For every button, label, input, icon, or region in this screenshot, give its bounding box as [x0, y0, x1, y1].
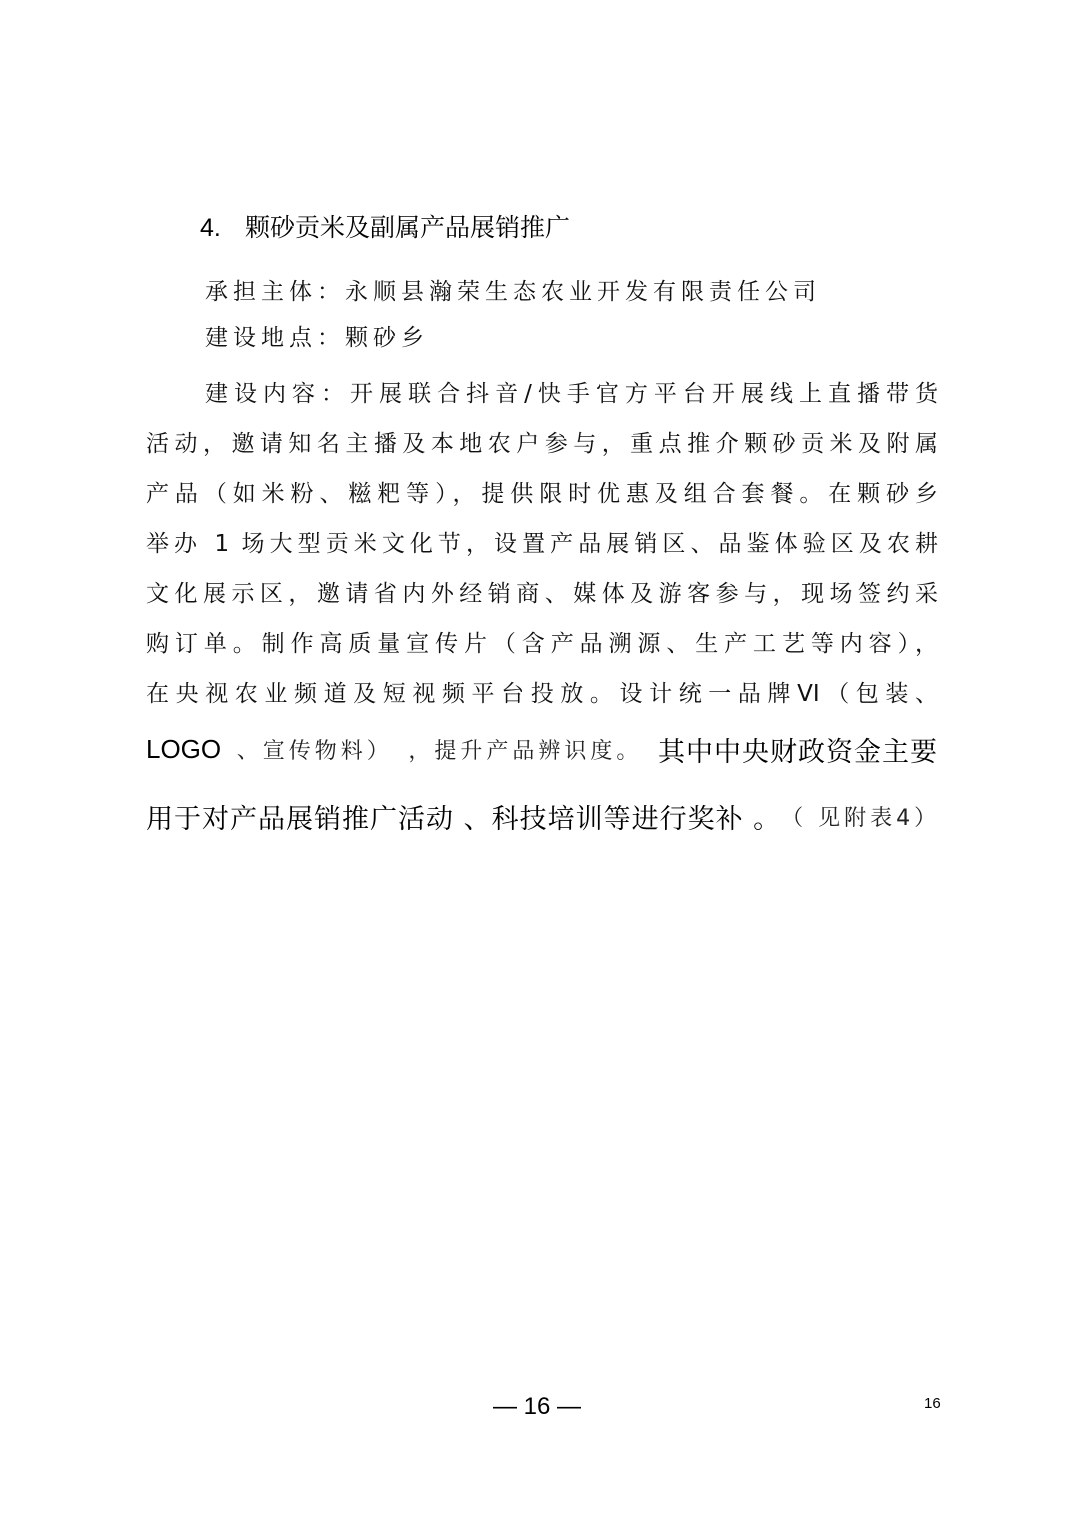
corner-page-number: 16	[924, 1395, 941, 1412]
logo-text: LOGO	[146, 733, 222, 764]
section-title: 颗砂贡米及副属产品展销推广	[245, 213, 571, 242]
section-heading	[200, 208, 570, 248]
paragraph-line: 建设内容：开展联合抖音/快手官方平台开展线上直播带货	[205, 381, 938, 407]
appendix-reference: （ 见附表4）	[781, 805, 941, 831]
page-number-footer: — 16 —	[492, 1393, 582, 1420]
paragraph-segment: 、宣传物料）	[236, 738, 393, 764]
paragraph-line: 举办 1 场大型贡米文化节，设置产品展销区、品鉴体验区及农耕	[146, 531, 938, 557]
section-number: 4.	[200, 214, 221, 242]
construction-content-paragraph	[146, 369, 938, 719]
paragraph-line-final	[146, 786, 941, 846]
field-undertaking-entity	[205, 272, 821, 312]
paragraph-line: 购订单。制作高质量宣传片（含产品溯源、生产工艺等内容），	[146, 631, 938, 657]
field-value: 颗砂乡	[345, 325, 429, 351]
funding-statement: 其中中央财政资金主要	[658, 736, 938, 768]
field-label: 建设地点：	[205, 325, 345, 351]
paragraph-line: 产品（如米粉、糍粑等），提供限时优惠及组合套餐。在颗砂乡	[146, 481, 938, 507]
paragraph-line-mixed	[146, 719, 938, 779]
paragraph-segment: ，提升产品辨识度。	[408, 738, 643, 764]
field-label: 承担主体：	[205, 279, 345, 305]
funding-statement: 用于对产品展销推广活动 、科技培训等进行奖补 。	[146, 803, 782, 835]
paragraph-line: 活动，邀请知名主播及本地农户参与，重点推介颗砂贡米及附属	[146, 431, 938, 457]
paragraph-line: 在央视农业频道及短视频平台投放。设计统一品牌VI（包装、	[146, 681, 938, 707]
paragraph-line: 文化展示区，邀请省内外经销商、媒体及游客参与，现场签约采	[146, 581, 938, 607]
field-value: 永顺县瀚荣生态农业开发有限责任公司	[345, 279, 821, 305]
field-construction-site	[205, 318, 429, 358]
